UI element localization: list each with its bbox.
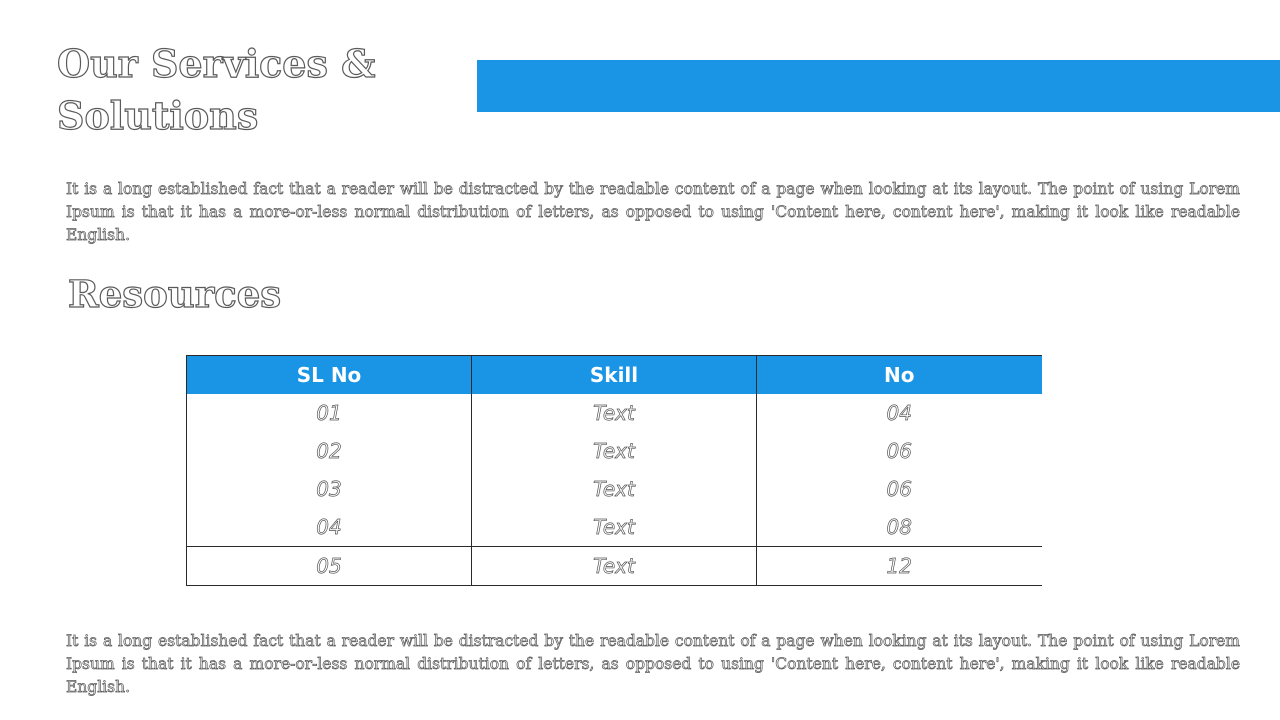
cell-sl-no: 01 bbox=[187, 394, 472, 432]
cell-skill: Text bbox=[472, 432, 757, 470]
cell-no: 06 bbox=[757, 432, 1042, 470]
cell-sl-no: 04 bbox=[187, 508, 472, 547]
table-row bbox=[187, 432, 1042, 470]
page-title: Our Services & Solutions bbox=[57, 41, 376, 138]
accent-bar bbox=[477, 60, 1280, 112]
cell-sl-no: 03 bbox=[187, 470, 472, 508]
table-header-row bbox=[187, 356, 1042, 395]
cell-no: 04 bbox=[757, 394, 1042, 432]
cell-skill: Text bbox=[472, 508, 757, 547]
cell-no: 12 bbox=[757, 547, 1042, 586]
column-header-no: No bbox=[757, 356, 1042, 395]
cell-skill: Text bbox=[472, 394, 757, 432]
cell-sl-no: 05 bbox=[187, 547, 472, 586]
table-row bbox=[187, 470, 1042, 508]
footer-paragraph: It is a long established fact that a reader will be distracted by the readable content of a page when looking at its layout. The point of using Lorem Ipsum is that it has a more-or-less normal distribution of letters, as opposed to using 'Content here, content here', making it look like readable English. bbox=[66, 632, 1240, 696]
resources-table bbox=[186, 355, 1042, 586]
column-header-skill: Skill bbox=[472, 356, 757, 395]
cell-sl-no: 02 bbox=[187, 432, 472, 470]
cell-skill: Text bbox=[472, 470, 757, 508]
cell-skill: Text bbox=[472, 547, 757, 586]
intro-paragraph: It is a long established fact that a reader will be distracted by the readable content of a page when looking at its layout. The point of using Lorem Ipsum is that it has a more-or-less normal distribution of letters, as opposed to using 'Content here, content here', making it look like readable English. bbox=[66, 180, 1240, 244]
table-row bbox=[187, 547, 1042, 586]
column-header-sl-no: SL No bbox=[187, 356, 472, 395]
cell-no: 08 bbox=[757, 508, 1042, 547]
cell-no: 06 bbox=[757, 470, 1042, 508]
table-row bbox=[187, 508, 1042, 547]
table-row bbox=[187, 394, 1042, 432]
resources-heading: Resources bbox=[68, 272, 282, 316]
